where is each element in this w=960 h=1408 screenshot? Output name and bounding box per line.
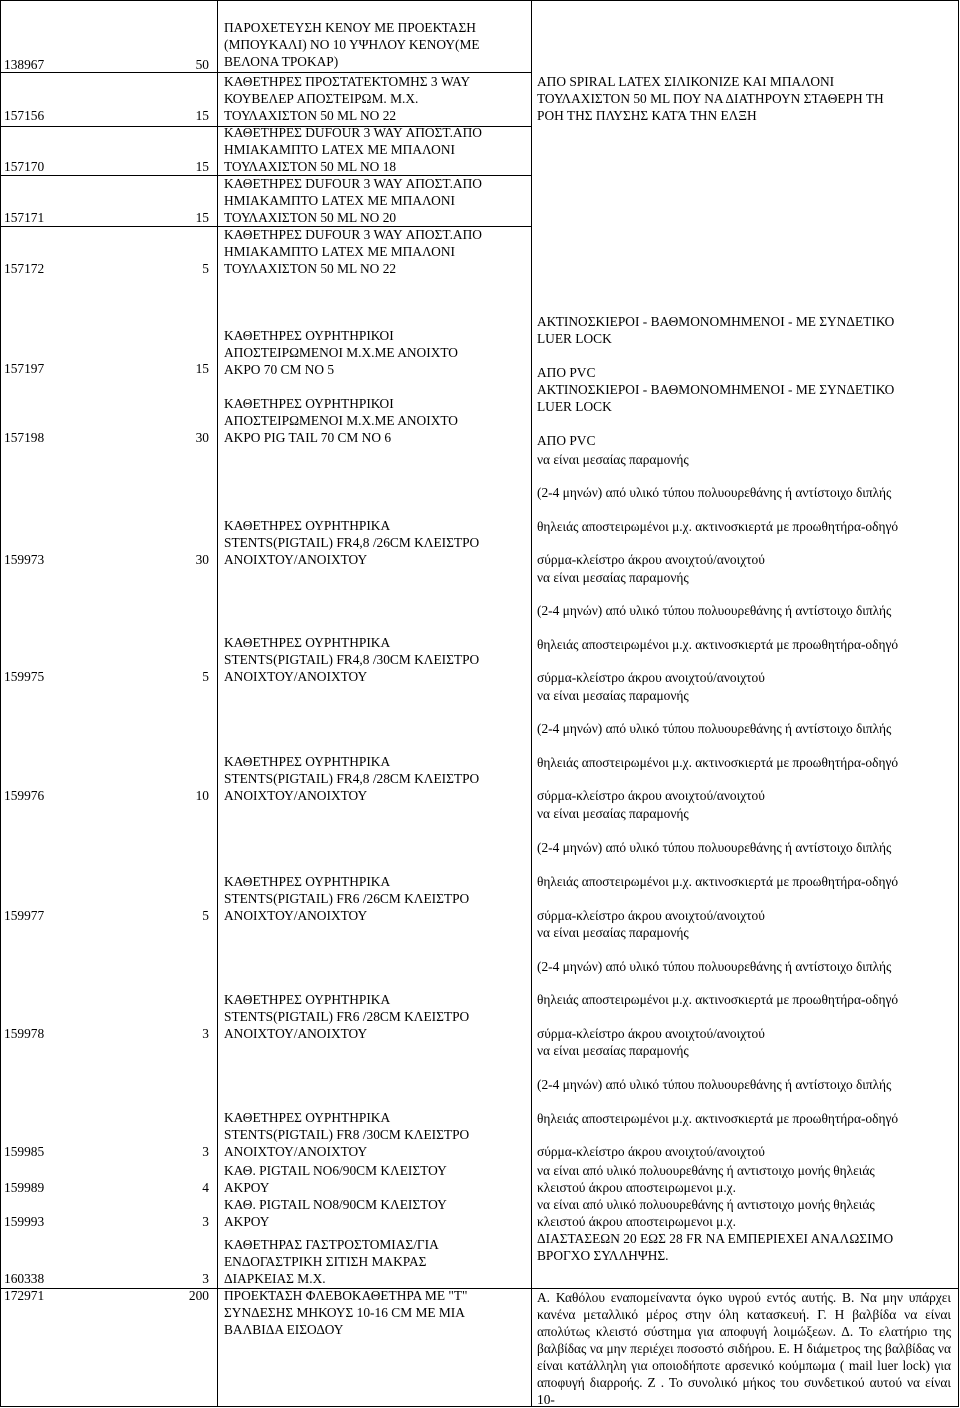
spec-stent-line: (2-4 μηνών) από υλικό τύπου πολυουρεθάνης ή αντίστοιχο διπλής — [537, 603, 892, 618]
item-code: 159977 — [4, 908, 45, 923]
item-code: 160338 — [4, 1271, 45, 1286]
spec-stent-line: (2-4 μηνών) από υλικό τύπου πολυουρεθάνης ή αντίστοιχο διπλής — [537, 840, 892, 855]
spec-stent-line: να είναι μεσαίας παραμονής — [537, 806, 689, 821]
spec-radiopaque-line: ΑΚΤΙΝΟΣΚΙΕΡΟΙ - ΒΑΘΜΟΝΟΜΗΜΕΝΟΙ - ΜΕ ΣΥΝΔΕΤΙΚΟ — [537, 382, 895, 397]
item-description: ΚΑΘΕΤΗΡΕΣ ΟΥΡΗΤΗΡΙΚΑ STENTS(PIGTAIL) FR8 /30CM ΚΛΕΙΣΤΡΟ ΑΝΟΙΧΤΟΥ/ΑΝΟΙΧΤΟΥ — [224, 1110, 470, 1159]
spec-stent-line: θηλειάς αποστειρωμένοι μ.χ. ακτινοσκιερτά με προωθητήρα-οδηγό — [537, 519, 899, 534]
item-qty: 15 — [195, 108, 209, 123]
item-qty: 30 — [195, 552, 209, 567]
spec-stent-line: σύρμα-κλείστρο άκρου ανοιχτού/ανοιχτού — [537, 908, 765, 923]
item-code: 172971 — [4, 1288, 45, 1303]
spec-stent-line: σύρμα-κλείστρο άκρου ανοιχτού/ανοιχτού — [537, 1144, 765, 1159]
column-divider — [531, 0, 532, 1407]
item-qty: 30 — [195, 430, 209, 445]
spec-latex: ΑΠΟ SPIRAL LATEX ΣΙΛΙΚΟΝΙΖΕ ΚΑΙ ΜΠΑΛΟΝΙ ΤΟΥΛΑΧΙΣΤΟΝ 50 ML ΠΟΥ ΝΑ ΔΙΑΤΗΡΟΥΝ ΣΤΑΘΕΡΗ ΤΗ ΡΟΗ ΤΗΣ ΠΛΥΣΗΣ ΚΑΤΆ ΤΗΝ ΕΛΞΗ — [537, 74, 884, 123]
item-qty: 4 — [202, 1180, 209, 1195]
spec-pigtail-line: να είναι από υλικό πολυουρεθάνης ή αντιστοιχο μονής θηλειάς — [537, 1197, 875, 1212]
item-code: 159978 — [4, 1026, 45, 1041]
item-description: ΚΑΘΕΤΗΡΕΣ DUFOUR 3 WAY ΑΠΟΣΤ.ΑΠΟ ΗΜΙΑΚΑΜΠΤΟ LATEX ΜΕ ΜΠΑΛΟΝΙ ΤΟΥΛΑΧΙΣΤΟΝ 50 ML NO 20 — [224, 176, 482, 225]
item-code: 157170 — [4, 159, 45, 174]
table-border-left — [0, 0, 1, 1407]
spec-luer-lock-line: LUER LOCK — [537, 331, 612, 346]
item-qty: 3 — [202, 1271, 209, 1286]
spec-stent-line: (2-4 μηνών) από υλικό τύπου πολυουρεθάνης ή αντίστοιχο διπλής — [537, 1077, 892, 1092]
item-code: 159975 — [4, 669, 45, 684]
item-code: 157171 — [4, 210, 45, 225]
item-description: ΚΑΘΕΤΗΡΕΣ ΟΥΡΗΤΗΡΙΚΑ STENTS(PIGTAIL) FR6 /26CM ΚΛΕΙΣΤΡΟ ΑΝΟΙΧΤΟΥ/ΑΝΟΙΧΤΟΥ — [224, 874, 470, 923]
spec-stent-line: να είναι μεσαίας παραμονής — [537, 570, 689, 585]
spec-stent-line: θηλειάς αποστειρωμένοι μ.χ. ακτινοσκιερτά με προωθητήρα-οδηγό — [537, 874, 899, 889]
item-code: 157198 — [4, 430, 45, 445]
item-description: ΚΑΘ. PIGTAIL NO8/90CM ΚΛΕΙΣΤΟΥ ΑΚΡΟΥ — [224, 1197, 447, 1229]
item-code: 159985 — [4, 1144, 45, 1159]
spec-stent-line: σύρμα-κλείστρο άκρου ανοιχτού/ανοιχτού — [537, 1026, 765, 1041]
column-divider — [217, 0, 218, 1407]
spec-stent-line: σύρμα-κλείστρο άκρου ανοιχτού/ανοιχτού — [537, 788, 765, 803]
spec-pvc-line: ΑΠΟ PVC — [537, 433, 596, 448]
spec-stent-line: θηλειάς αποστειρωμένοι μ.χ. ακτινοσκιερτά με προωθητήρα-οδηγό — [537, 755, 899, 770]
item-qty: 5 — [202, 261, 209, 276]
spec-stent-line: να είναι μεσαίας παραμονής — [537, 452, 689, 467]
item-qty: 5 — [202, 669, 209, 684]
item-qty: 10 — [195, 788, 209, 803]
item-description: ΚΑΘΕΤΗΡΕΣ ΠΡΟΣΤΑΤΕΚΤΟΜΗΣ 3 WAY ΚΟΥΒΕΛΕΡ ΑΠΟΣΤΕΙΡΩΜ. Μ.Χ. ΤΟΥΛΑΧΙΣΤΟΝ 50 ML NO 22 — [224, 74, 471, 123]
spec-pvc-line: ΑΠΟ PVC — [537, 365, 596, 380]
spec-radiopaque-line: ΑΚΤΙΝΟΣΚΙΕΡΟΙ - ΒΑΘΜΟΝΟΜΗΜΕΝΟΙ - ΜΕ ΣΥΝΔΕΤΙΚΟ — [537, 314, 895, 329]
spec-stent-line: θηλειάς αποστειρωμένοι μ.χ. ακτινοσκιερτά με προωθητήρα-οδηγό — [537, 637, 899, 652]
spec-pigtail-line: να είναι από υλικό πολυουρεθάνης ή αντιστοιχο μονής θηλειάς — [537, 1163, 875, 1178]
item-description: ΠΡΟΕΚΤΑΣΗ ΦΛΕΒΟΚΑΘΕΤΗΡΑ ΜΕ "T" ΣΥΝΔΕΣΗΣ ΜΗΚΟΥΣ 10-16 CM ΜΕ ΜΙΑ ΒΑΛΒΙΔΑ ΕΙΣΟΔΟΥ — [224, 1288, 468, 1337]
item-description: ΚΑΘΕΤΗΡΕΣ DUFOUR 3 WAY ΑΠΟΣΤ.ΑΠΟ ΗΜΙΑΚΑΜΠΤΟ LATEX ΜΕ ΜΠΑΛΟΝΙ ΤΟΥΛΑΧΙΣΤΟΝ 50 ML NO 22 — [224, 227, 482, 276]
item-code: 159989 — [4, 1180, 45, 1195]
item-code: 159976 — [4, 788, 45, 803]
item-code: 159993 — [4, 1214, 45, 1229]
spec-pigtail-line: κλειστού άκρου αποστειρωμενοι μ.χ. — [537, 1180, 736, 1195]
item-qty: 3 — [202, 1026, 209, 1041]
spec-extension: Α. Καθόλου εναπομείναντα όγκο υγρού εντός αυτής. Β. Να μην υπάρχει κανένα μεταλλικό μέρος στην όλη κατασκευή. Γ. Η βαλβίδα να είναι απολύτως κλειστό σύστημα για αποφυγή λοιμώξεων. Δ. Το ελατήριο της βαλβίδας να μην περιέχει ποσοστό σιδήρου. Ε. Η διάμετρος της βαλβίδας να είναι κατάλληλη για οποιοδήποτε αρσενικό κούμπωμα ( mail luer lock) για αποφυγή διαρροής. Ζ . Το συνολικό μήκος του συνδετικού αυτού να είναι 10- — [537, 1290, 951, 1407]
item-code: 159973 — [4, 552, 45, 567]
item-description: ΚΑΘΕΤΗΡΕΣ ΟΥΡΗΤΗΡΙΚΑ STENTS(PIGTAIL) FR4,8 /30CM ΚΛΕΙΣΤΡΟ ΑΝΟΙΧΤΟΥ/ΑΝΟΙΧΤΟΥ — [224, 635, 480, 684]
item-code: 157172 — [4, 261, 45, 276]
spec-stent-line: θηλειάς αποστειρωμένοι μ.χ. ακτινοσκιερτά με προωθητήρα-οδηγό — [537, 992, 899, 1007]
item-code: 138967 — [4, 57, 45, 72]
item-description: ΚΑΘ. PIGTAIL NO6/90CM ΚΛΕΙΣΤΟΥ ΑΚΡΟΥ — [224, 1163, 447, 1195]
item-qty: 50 — [195, 57, 209, 72]
item-qty: 200 — [188, 1288, 209, 1303]
item-qty: 3 — [202, 1144, 209, 1159]
spec-luer-lock-line: LUER LOCK — [537, 399, 612, 414]
table-border-right — [958, 0, 959, 1407]
item-qty: 15 — [195, 210, 209, 225]
spec-gastrostomy: ΔΙΑΣΤΑΣΕΩΝ 20 ΕΩΣ 28 FR ΝΑ ΕΜΠΕΡΙΕΧΕΙ ΑΝΑΛΩΣΙΜΟ ΒΡΟΓΧΟ ΣΥΛΛΗΨΗΣ. — [537, 1231, 894, 1263]
item-description: ΚΑΘΕΤΗΡΕΣ ΟΥΡΗΤΗΡΙΚΑ STENTS(PIGTAIL) FR4,8 /26CM ΚΛΕΙΣΤΡΟ ΑΝΟΙΧΤΟΥ/ΑΝΟΙΧΤΟΥ — [224, 518, 480, 567]
item-description: ΚΑΘΕΤΗΡΕΣ ΟΥΡΗΤΗΡΙΚΑ STENTS(PIGTAIL) FR6 /28CM ΚΛΕΙΣΤΡΟ ΑΝΟΙΧΤΟΥ/ΑΝΟΙΧΤΟΥ — [224, 992, 470, 1041]
item-qty: 3 — [202, 1214, 209, 1229]
row-divider — [0, 0, 959, 1]
item-description: ΚΑΘΕΤΗΡΕΣ DUFOUR 3 WAY ΑΠΟΣΤ.ΑΠΟ ΗΜΙΑΚΑΜΠΤΟ LATEX ΜΕ ΜΠΑΛΟΝΙ ΤΟΥΛΑΧΙΣΤΟΝ 50 ML NO 18 — [224, 125, 482, 174]
item-description: ΚΑΘΕΤΗΡΑΣ ΓΑΣΤΡΟΣΤΟΜΙΑΣ/ΓΙΑ ΕΝΔΟΓΑΣΤΡΙΚΗ ΣΙΤΙΣΗ ΜΑΚΡΑΣ ΔΙΑΡΚΕΙΑΣ Μ.Χ. — [224, 1237, 439, 1286]
item-qty: 15 — [195, 361, 209, 376]
item-code: 157156 — [4, 108, 45, 123]
spec-stent-line: να είναι μεσαίας παραμονής — [537, 925, 689, 940]
spec-stent-line: (2-4 μηνών) από υλικό τύπου πολυουρεθάνης ή αντίστοιχο διπλής — [537, 485, 892, 500]
spec-stent-line: (2-4 μηνών) από υλικό τύπου πολυουρεθάνης ή αντίστοιχο διπλής — [537, 959, 892, 974]
spec-stent-line: να είναι μεσαίας παραμονής — [537, 688, 689, 703]
item-code: 157197 — [4, 361, 45, 376]
item-description: ΚΑΘΕΤΗΡΕΣ ΟΥΡΗΤΗΡΙΚΟΙ ΑΠΟΣΤΕΙΡΩΜΕΝΟΙ Μ.Χ.ΜΕ ΑΝΟΙΧΤΟ ΑΚΡΟ 70 CM NO 5 — [224, 328, 458, 377]
spec-stent-line: σύρμα-κλείστρο άκρου ανοιχτού/ανοιχτού — [537, 552, 765, 567]
item-qty: 15 — [195, 159, 209, 174]
item-description: ΚΑΘΕΤΗΡΕΣ ΟΥΡΗΤΗΡΙΚΑ STENTS(PIGTAIL) FR4,8 /28CM ΚΛΕΙΣΤΡΟ ΑΝΟΙΧΤΟΥ/ΑΝΟΙΧΤΟΥ — [224, 754, 480, 803]
spec-pigtail-line: κλειστού άκρου αποστειρωμενοι μ.χ. — [537, 1214, 736, 1229]
spec-stent-line: να είναι μεσαίας παραμονής — [537, 1043, 689, 1058]
item-description: ΠΑΡΟΧΕΤΕΥΣΗ ΚΕΝΟΥ ΜΕ ΠΡΟΕΚΤΑΣΗ (ΜΠΟΥΚΑΛΙ) ΝΟ 10 ΥΨΗΛΟΥ ΚΕΝΟΥ(ΜΕ ΒΕΛΟΝΑ ΤΡΟΚΑΡ) — [224, 20, 480, 69]
spec-stent-line: θηλειάς αποστειρωμένοι μ.χ. ακτινοσκιερτά με προωθητήρα-οδηγό — [537, 1111, 899, 1126]
item-description: ΚΑΘΕΤΗΡΕΣ ΟΥΡΗΤΗΡΙΚΟΙ ΑΠΟΣΤΕΙΡΩΜΕΝΟΙ Μ.Χ.ΜΕ ΑΝΟΙΧΤΟ ΑΚΡΟ PIG TAIL 70 CM NO 6 — [224, 396, 458, 445]
spec-stent-line: σύρμα-κλείστρο άκρου ανοιχτού/ανοιχτού — [537, 670, 765, 685]
item-qty: 5 — [202, 908, 209, 923]
spec-stent-line: (2-4 μηνών) από υλικό τύπου πολυουρεθάνης ή αντίστοιχο διπλής — [537, 721, 892, 736]
